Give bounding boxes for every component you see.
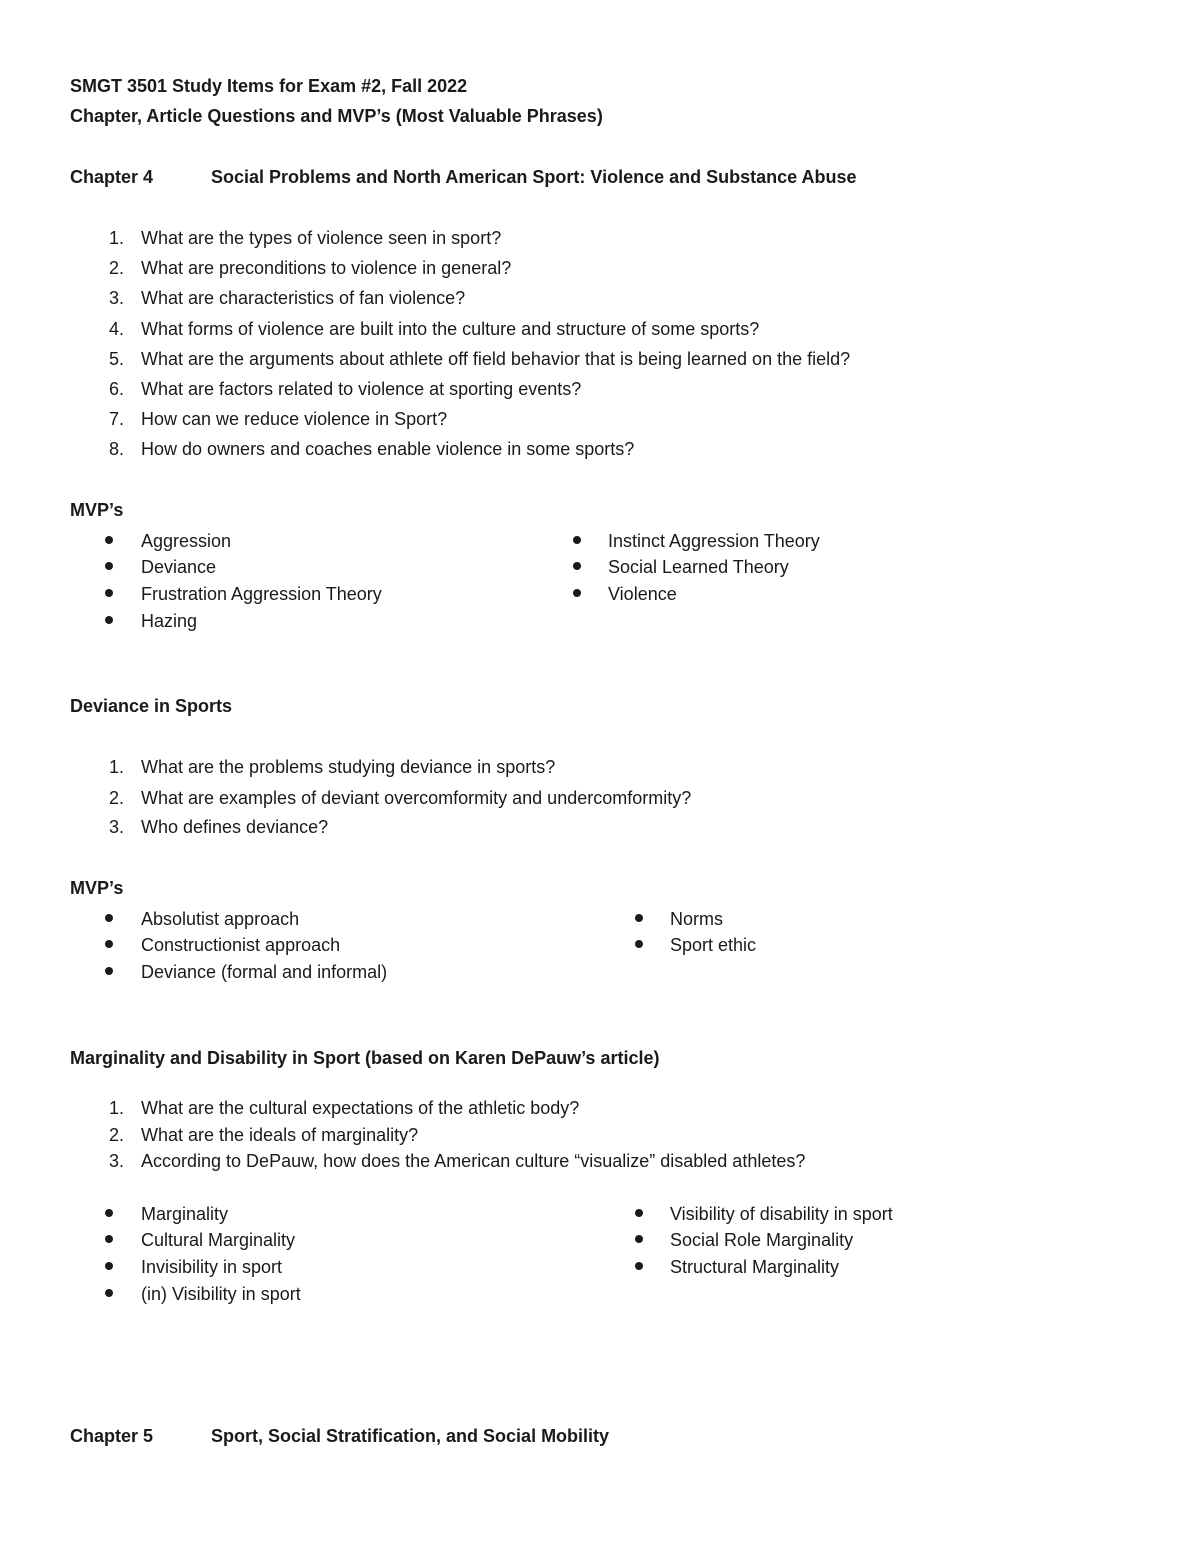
chapter5-title: Sport, Social Stratification, and Social Mobility	[211, 1426, 610, 1446]
bullet-icon	[635, 1235, 643, 1243]
deviance-heading: Deviance in Sports	[70, 696, 233, 716]
list-number: 3.	[108, 1151, 124, 1171]
mvp-heading: MVP’s	[70, 878, 124, 898]
list-item: What forms of violence are built into the culture and structure of some sports?	[141, 319, 760, 339]
list-number: 3.	[108, 288, 124, 308]
list-item: Deviance (formal and informal)	[141, 962, 388, 982]
bullet-icon	[105, 1262, 113, 1270]
list-item: What are preconditions to violence in general?	[141, 258, 512, 278]
bullet-icon	[105, 616, 113, 624]
list-item: Who defines deviance?	[141, 817, 329, 837]
list-number: 2.	[108, 258, 124, 278]
list-number: 1.	[108, 757, 124, 777]
list-item: Cultural Marginality	[141, 1230, 296, 1250]
mvp-heading: MVP’s	[70, 500, 124, 520]
list-item: What are factors related to violence at sporting events?	[141, 379, 582, 399]
list-item: Deviance	[141, 557, 217, 577]
list-number: 7.	[108, 409, 124, 429]
bullet-icon	[635, 1209, 643, 1217]
bullet-icon	[635, 940, 643, 948]
list-item: Structural Marginality	[670, 1257, 840, 1277]
bullet-icon	[573, 562, 581, 570]
bullet-icon	[105, 1289, 113, 1297]
list-item: What are the types of violence seen in sport?	[141, 228, 502, 248]
list-item: Sport ethic	[670, 935, 757, 955]
list-number: 3.	[108, 817, 124, 837]
list-item: (in) Visibility in sport	[141, 1284, 301, 1304]
list-item: Violence	[608, 584, 677, 604]
list-item: Social Role Marginality	[670, 1230, 854, 1250]
bullet-icon	[573, 589, 581, 597]
list-item: How do owners and coaches enable violence in some sports?	[141, 439, 635, 459]
list-item: Visibility of disability in sport	[670, 1204, 893, 1224]
list-item: According to DePauw, how does the American culture “visualize” disabled athletes?	[141, 1151, 806, 1171]
bullet-icon	[105, 967, 113, 975]
list-item: Aggression	[141, 531, 232, 551]
marginality-heading: Marginality and Disability in Sport (based on Karen DePauw’s article)	[70, 1048, 660, 1068]
list-item: How can we reduce violence in Sport?	[141, 409, 448, 429]
list-item: Social Learned Theory	[608, 557, 789, 577]
bullet-icon	[105, 914, 113, 922]
list-number: 6.	[108, 379, 124, 399]
list-item: What are the problems studying deviance in sports?	[141, 757, 556, 777]
document-title: SMGT 3501 Study Items for Exam #2, Fall 2022	[70, 76, 468, 96]
list-item: What are the arguments about athlete off field behavior that is being learned on the field?	[141, 349, 851, 369]
list-item: Constructionist approach	[141, 935, 341, 955]
list-number: 2.	[108, 1125, 124, 1145]
list-item: What are characteristics of fan violence?	[141, 288, 466, 308]
bullet-icon	[635, 1262, 643, 1270]
list-number: 2.	[108, 788, 124, 808]
bullet-icon	[105, 536, 113, 544]
list-item: Instinct Aggression Theory	[608, 531, 820, 551]
list-number: 1.	[108, 228, 124, 248]
chapter5-label: Chapter 5	[70, 1426, 154, 1446]
bullet-icon	[105, 940, 113, 948]
bullet-icon	[635, 914, 643, 922]
bullet-icon	[105, 1209, 113, 1217]
list-item: Invisibility in sport	[141, 1257, 283, 1277]
list-number: 4.	[108, 319, 124, 339]
list-item: Hazing	[141, 611, 198, 631]
list-number: 5.	[108, 349, 124, 369]
list-item: What are examples of deviant overcomformity and undercomformity?	[141, 788, 692, 808]
document-subtitle: Chapter, Article Questions and MVP’s (Most Valuable Phrases)	[70, 106, 603, 126]
chapter4-title: Social Problems and North American Sport: Violence and Substance Abuse	[211, 167, 857, 187]
bullet-icon	[573, 536, 581, 544]
chapter4-label: Chapter 4	[70, 167, 154, 187]
list-number: 1.	[108, 1098, 124, 1118]
list-item: Absolutist approach	[141, 909, 300, 929]
list-item: What are the cultural expectations of the athletic body?	[141, 1098, 580, 1118]
list-item: Frustration Aggression Theory	[141, 584, 382, 604]
list-item: Marginality	[141, 1204, 229, 1224]
list-item: What are the ideals of marginality?	[141, 1125, 419, 1145]
bullet-icon	[105, 589, 113, 597]
bullet-icon	[105, 1235, 113, 1243]
list-item: Norms	[670, 909, 723, 929]
list-number: 8.	[108, 439, 124, 459]
bullet-icon	[105, 562, 113, 570]
